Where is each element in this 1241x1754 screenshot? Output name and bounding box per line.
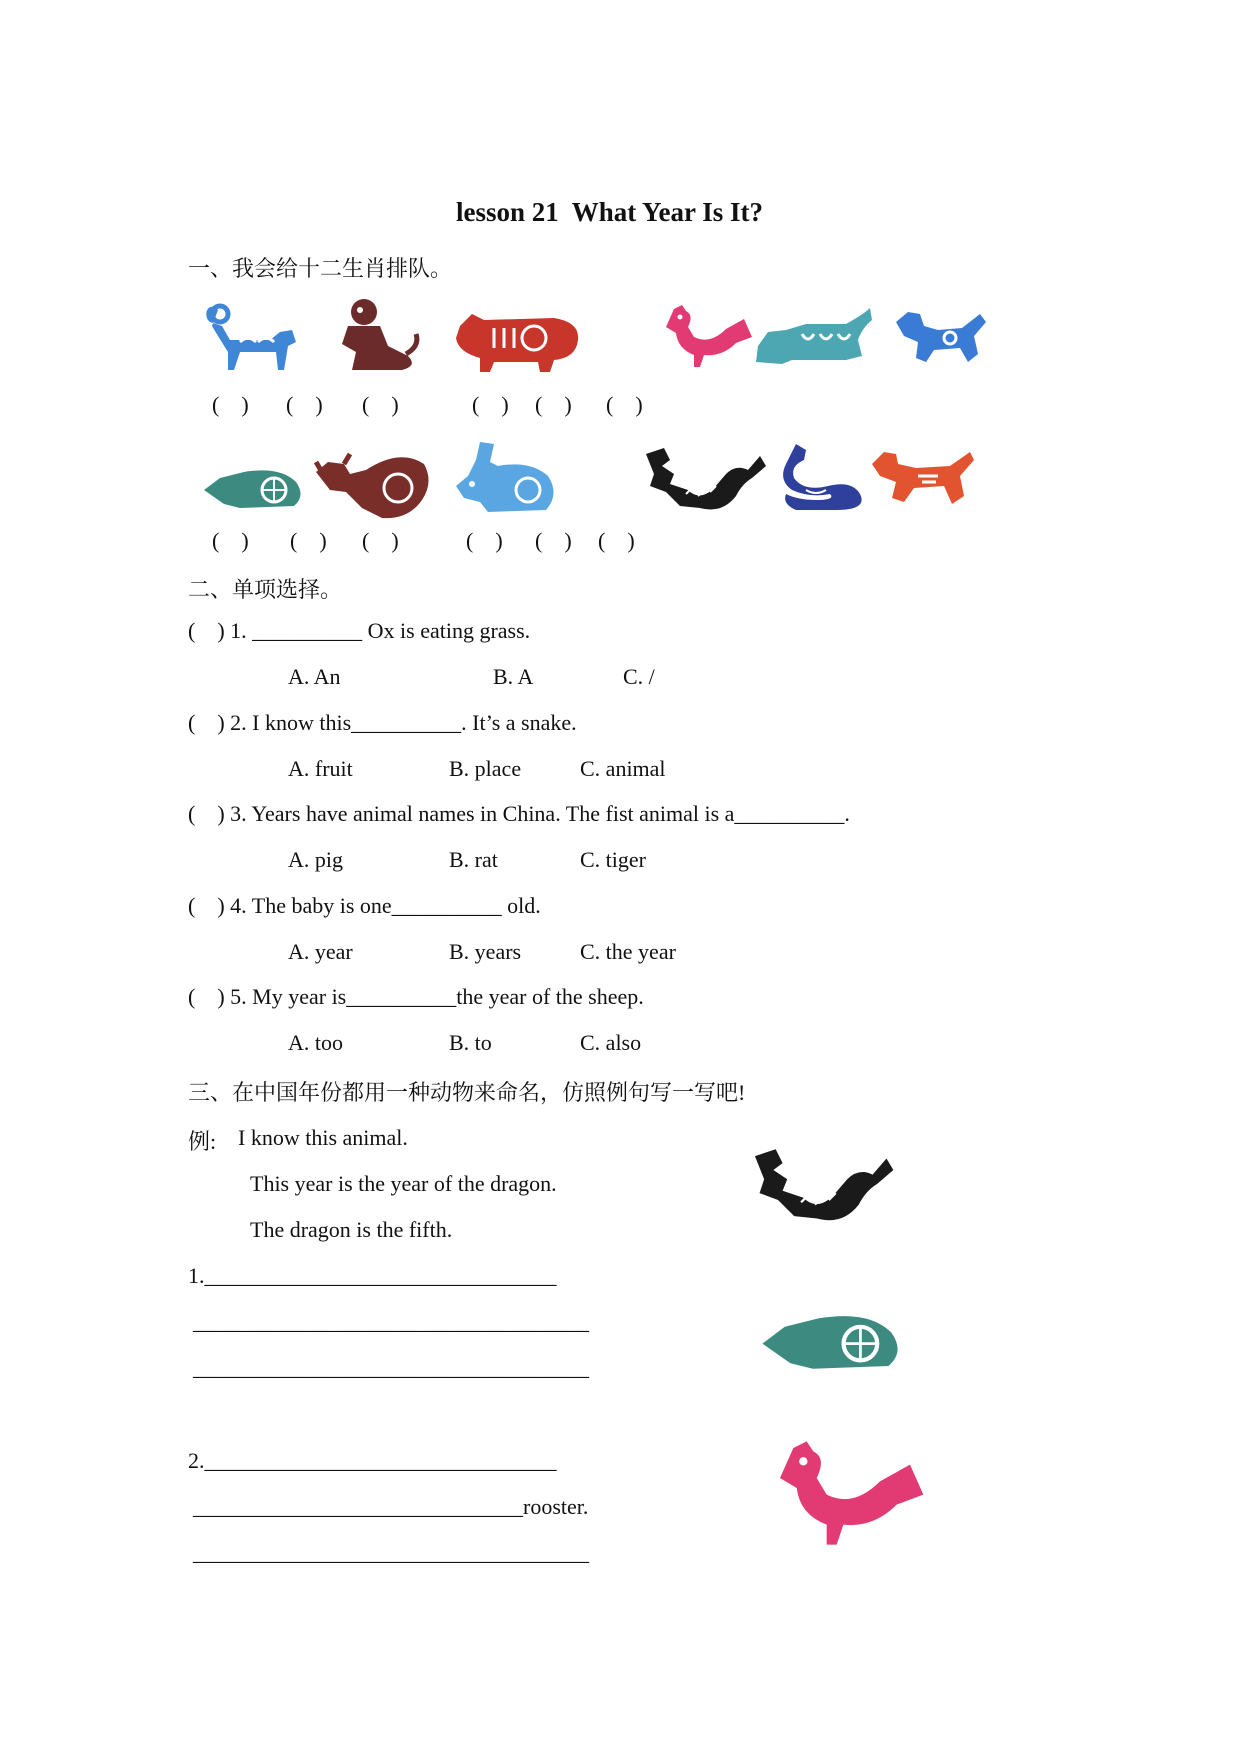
answer-2-line-3[interactable]: ____________________________________ [193,1540,589,1565]
blank-paren[interactable]: ( ) [362,528,399,553]
answer-1-line-1[interactable]: 1.________________________________ [188,1263,557,1288]
question-5-option-c[interactable]: C. also [580,1030,642,1055]
page-title: lesson 21 What Year Is It? [456,197,764,227]
answer-1-line-3[interactable]: ____________________________________ [193,1355,589,1380]
answer-2-line-1[interactable]: 2.________________________________ [188,1448,557,1473]
example-line-2: This year is the year of the dragon. [250,1171,557,1196]
example-line-3: The dragon is the fifth. [250,1217,453,1242]
question-2-option-a[interactable]: A. fruit [288,756,353,781]
rat-papercut-icon [756,1296,906,1380]
tiger-papercut-icon [752,306,876,366]
question-4-option-a[interactable]: A. year [288,939,353,964]
blank-paren[interactable]: ( ) [362,392,399,417]
ox-papercut-icon [310,442,434,520]
question-3-stem: ( ) 3. Years have animal names in China. The fist animal is a__________. [188,801,850,826]
question-4-option-c[interactable]: C. the year [580,939,676,964]
snake-papercut-icon [776,440,872,514]
question-5-option-b[interactable]: B. to [449,1030,492,1055]
question-1-option-a[interactable]: A. An [288,664,341,689]
answer-1-line-2[interactable]: ____________________________________ [193,1309,589,1334]
blank-paren[interactable]: ( ) [472,392,509,417]
question-5-stem: ( ) 5. My year is__________the year of the sheep. [188,984,644,1009]
horse-papercut-icon [866,446,978,508]
example-line-1: I know this animal. [238,1125,408,1150]
example-label: 例: [188,1129,217,1154]
question-2-option-c[interactable]: C. animal [580,756,666,781]
question-2-option-b[interactable]: B. place [449,756,522,781]
monkey-papercut-icon [322,296,422,374]
blank-paren[interactable]: ( ) [535,392,572,417]
blank-paren[interactable]: ( ) [535,528,572,553]
section3-heading: 三、在中国年份都用一种动物来命名，仿照例句写一写吧! [188,1080,746,1105]
pig-papercut-icon [450,306,586,372]
rabbit-papercut-icon [450,440,560,516]
question-3-option-b[interactable]: B. rat [449,847,498,872]
goat-papercut-icon [200,296,300,374]
answer-2-line-2[interactable]: ______________________________rooster. [193,1494,589,1519]
question-5-option-a[interactable]: A. too [288,1030,343,1055]
question-3-option-a[interactable]: A. pig [288,847,343,872]
rooster-papercut-icon [660,303,756,369]
question-2-stem: ( ) 2. I know this__________. It’s a snake. [188,710,577,735]
blank-paren[interactable]: ( ) [598,528,635,553]
dragon-papercut-icon [748,1140,898,1230]
question-3-option-c[interactable]: C. tiger [580,847,646,872]
blank-paren[interactable]: ( ) [290,528,327,553]
question-1-option-c[interactable]: C. / [623,664,655,689]
section1-heading: 一、我会给十二生肖排队。 [188,256,453,281]
blank-paren[interactable]: ( ) [286,392,323,417]
dog-papercut-icon [890,308,990,364]
dragon-papercut-icon [640,444,770,514]
blank-paren[interactable]: ( ) [466,528,503,553]
blank-paren[interactable]: ( ) [606,392,643,417]
blank-paren[interactable]: ( ) [212,392,249,417]
section2-heading: 二、单项选择。 [188,577,343,602]
question-4-stem: ( ) 4. The baby is one__________ old. [188,893,541,918]
question-1-option-b[interactable]: B. A [493,664,534,689]
rooster-papercut-icon [770,1438,930,1548]
question-1-stem: ( ) 1. __________ Ox is eating grass. [188,618,531,643]
rat-papercut-icon [200,456,306,516]
question-4-option-b[interactable]: B. years [449,939,522,964]
blank-paren[interactable]: ( ) [212,528,249,553]
